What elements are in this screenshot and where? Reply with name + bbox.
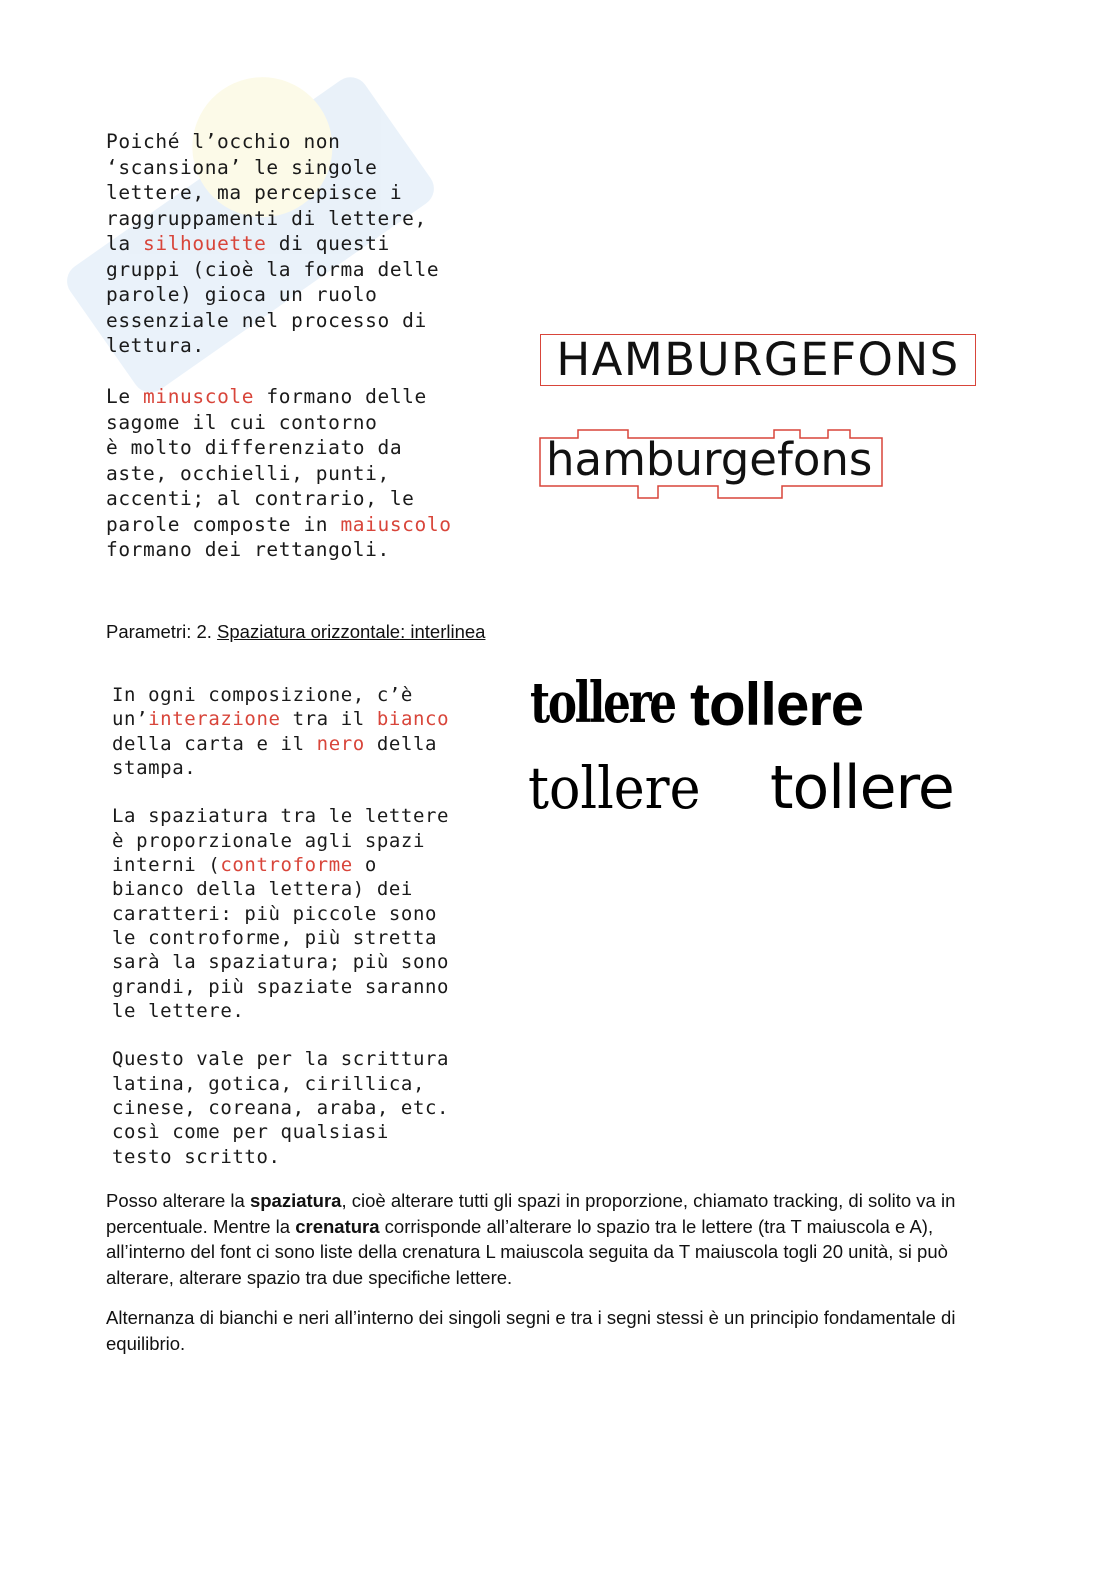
text-block-silhouette (106, 129, 452, 563)
text-line: è proporzionale agli spazi (112, 829, 426, 852)
text-line: ‘scansiona’ le singole (106, 155, 378, 179)
text-line: un’interazione tra il bianco (112, 708, 450, 731)
text-line: latina, gotica, cirillica, (112, 1072, 426, 1095)
text-line: le lettere. (112, 999, 245, 1022)
text-line: stampa. (112, 756, 197, 779)
text-line: sagome il cui contorno (106, 410, 378, 434)
text-line: è molto differenziato da (106, 436, 403, 459)
heading-underlined: Spaziatura orizzontale: interlinea (217, 621, 486, 642)
paragraph-scritture (112, 1047, 449, 1168)
paragraph-interazione (112, 683, 449, 780)
text-line: le controforme, più stretta (112, 926, 438, 949)
text-line: grandi, più spaziate saranno (112, 975, 450, 998)
text-block-spaziatura (112, 683, 449, 1169)
text-line: lettere, ma percepisce i (106, 181, 403, 204)
text-line: In ogni composizione, c’è (112, 684, 413, 706)
text-line: interni (controforme o (112, 854, 377, 877)
text-line: bianco della lettera) dei (112, 878, 413, 901)
text-line: la silhouette di questi (106, 232, 390, 255)
text-line: gruppi (cioè la forma delle (106, 257, 440, 281)
paragraph-spaziatura-crenatura: Posso alterare la spaziatura, cioè alterare tutti gli spazi in proporzione, chiamato tracking, di solito va in percentuale. Mentre la crenatura corrisponde all’alterare lo spazio tra le lettere (tra T maiuscola e A), all’interno del font ci sono liste della crenatura L maiuscola seguita da T maiuscola togli 20 unità, si può alterare, alterare spazio tra due specifiche lettere. (106, 1190, 956, 1288)
paragraph-silhouette (106, 129, 452, 359)
text-line: Questo vale per la scrittura (112, 1048, 450, 1071)
tollere-light: tollere (770, 753, 954, 823)
section-heading (106, 620, 485, 644)
paragraph-alternanza: Alternanza di bianchi e neri all’interno dei singoli segni e tra i segni stessi è un principio fondamentale di equilibrio. (106, 1307, 956, 1354)
tollere-gothic: tollere (530, 670, 675, 736)
text-line: della carta e il nero della (112, 732, 438, 755)
text-line: parole) gioca un ruolo (106, 283, 378, 306)
figure-lowercase-word: hamburgefons (546, 433, 873, 486)
text-line: formano dei rettangoli. (106, 538, 390, 561)
text-line: La spaziatura tra le lettere (112, 805, 450, 828)
text-line: aste, occhielli, punti, (106, 461, 390, 485)
paragraph-controforme (112, 804, 449, 1023)
text-line: raggruppamenti di lettere, (106, 206, 427, 230)
text-line: accenti; al contrario, le (106, 487, 415, 510)
text-line: sarà la spaziatura; più sono (112, 951, 450, 974)
text-line: testo scritto. (112, 1145, 281, 1168)
text-line: così come per qualsiasi (112, 1121, 389, 1144)
text-line: Poiché l’occhio non (106, 130, 341, 153)
text-line: parole composte in maiuscolo (106, 512, 452, 536)
text-line: Le minuscole formano delle (106, 385, 427, 408)
figure-uppercase-word: HAMBURGEFONS (540, 334, 976, 386)
heading-prefix: Parametri: 2. (106, 621, 218, 642)
paragraph-minuscole (106, 384, 452, 563)
text-line: lettura. (106, 334, 205, 357)
text-line: caratteri: più piccole sono (112, 902, 438, 925)
text-line: cinese, coreana, araba, etc. (112, 1097, 450, 1120)
tollere-uncial: tollere (528, 754, 701, 822)
text-line: essenziale nel processo di (106, 308, 427, 332)
tollere-bold: tollere (690, 671, 864, 738)
